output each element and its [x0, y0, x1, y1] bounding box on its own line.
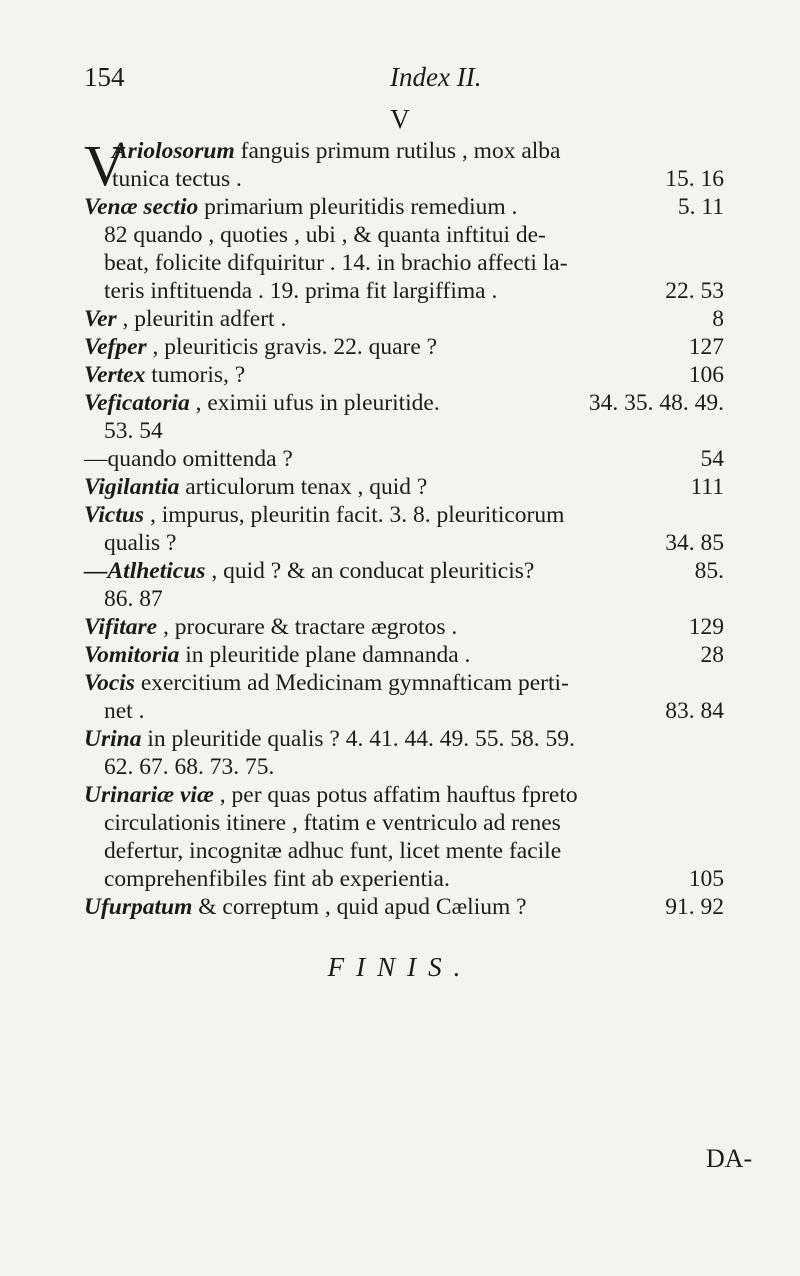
- entry-text: circulationis itinere , ftatim e ventriculo ad renes: [104, 810, 561, 836]
- entry-text: teris inftituenda . 19. prima fit largiffima .: [104, 278, 498, 304]
- index-entry: [84, 893, 724, 921]
- entry-page-ref: 22. 53: [665, 278, 724, 304]
- entry-line: [84, 837, 724, 865]
- index-entry: [84, 557, 724, 613]
- entry-headword: Vifitare: [84, 614, 163, 640]
- index-entry: [84, 333, 724, 361]
- entry-line: [84, 193, 724, 221]
- entry-headword: Vertex: [84, 362, 152, 388]
- index-entry: [84, 641, 724, 669]
- entry-page-ref: 85.: [694, 558, 724, 584]
- entry-line: [84, 781, 724, 809]
- entry-line: [84, 417, 724, 445]
- entry-page-ref: 8: [712, 306, 724, 332]
- index-entry: [84, 193, 724, 305]
- entry-text: 82 quando , quoties , ubi , & quanta inftitui de-: [104, 222, 546, 248]
- index-entry: [84, 613, 724, 641]
- entry-page-ref: 111: [690, 474, 724, 500]
- entry-line: [84, 137, 724, 165]
- entry-text: , impurus, pleuritin facit. 3. 8. pleuriticorum: [149, 502, 565, 528]
- entry-page-ref: 91. 92: [665, 894, 724, 920]
- section-letter: V: [390, 104, 410, 134]
- index-entry: [84, 725, 724, 781]
- entry-headword: Ufurpatum: [84, 894, 199, 920]
- entry-text: 62. 67. 68. 73. 75.: [104, 754, 275, 780]
- entry-text: qualis ?: [104, 530, 177, 556]
- entry-headword: Vomitoria: [84, 642, 186, 668]
- entry-page-ref: 129: [688, 614, 724, 640]
- entry-headword: Vefper: [84, 334, 153, 360]
- entry-text: , eximii ufus in pleuritide.: [195, 390, 440, 416]
- index-entry: [84, 305, 724, 333]
- entry-page-ref: 34. 85: [665, 530, 724, 556]
- page-number: 154: [84, 62, 125, 92]
- entry-text: 53. 54: [104, 418, 163, 444]
- entry-text: & correptum , quid apud Cælium ?: [198, 894, 527, 920]
- entry-line: [84, 557, 724, 585]
- index-entry: [84, 669, 724, 725]
- entry-headword: Victus: [84, 502, 150, 528]
- entry-text: exercitium ad Medicinam gymnafticam perti-: [140, 670, 569, 696]
- entry-text: in pleuritide plane damnanda .: [185, 642, 471, 668]
- entry-line: [84, 613, 724, 641]
- entry-headword: Ver: [84, 306, 123, 332]
- drop-capital: V: [84, 133, 126, 198]
- index-entries: [84, 133, 724, 921]
- entry-headword: Urina: [84, 726, 148, 752]
- entry-page-ref: 15. 16: [665, 166, 724, 192]
- entry-text: primarium pleuritidis remedium .: [204, 194, 518, 220]
- entry-text: —quando omittenda ?: [84, 446, 293, 472]
- index-entry: [84, 389, 724, 445]
- entry-line: [84, 445, 724, 473]
- entry-page-ref: 34. 35. 48. 49.: [588, 390, 724, 416]
- entry-text: 86. 87: [104, 586, 163, 612]
- entry-text: in pleuritide qualis ? 4. 41. 44. 49. 55. 58. 59.: [147, 726, 575, 752]
- entry-line: [84, 165, 724, 193]
- entry-line: [84, 669, 724, 697]
- finis-text: FINIS.: [327, 952, 473, 982]
- entry-line: [84, 585, 724, 613]
- entry-line: [84, 277, 724, 305]
- entry-text: defertur, incognitæ adhuc funt, licet mente facile: [104, 838, 562, 864]
- entry-headword: Vigilantia: [84, 474, 186, 500]
- header-title: Index II.: [390, 62, 482, 92]
- entry-headword: Urinariæ viæ: [84, 782, 220, 808]
- index-entry: [84, 781, 724, 893]
- index-entry: [84, 473, 724, 501]
- index-entry: [84, 133, 724, 198]
- entry-line: [84, 249, 724, 277]
- entry-line: [84, 865, 724, 893]
- entry-text: , per quas potus affatim hauftus fpreto: [219, 782, 578, 808]
- entry-text: , quid ? & an conducat pleuriticis?: [211, 558, 535, 584]
- entry-page-ref: 28: [700, 642, 724, 668]
- entry-text: articulorum tenax , quid ?: [185, 474, 428, 500]
- entry-text: comprehenfibiles fint ab experientia.: [104, 866, 450, 892]
- entry-page-ref: 127: [688, 334, 724, 360]
- entry-text: tumoris, ?: [151, 362, 246, 388]
- entry-line: [84, 753, 724, 781]
- index-entry: [84, 445, 724, 473]
- entry-line: [84, 473, 724, 501]
- entry-text: beat, folicite difquiritur . 14. in brachio affecti la-: [104, 250, 568, 276]
- entry-text: , pleuritin adfert .: [122, 306, 287, 332]
- index-entry: [84, 501, 724, 557]
- entry-line: [84, 501, 724, 529]
- entry-line: [84, 221, 724, 249]
- running-header: [84, 62, 714, 102]
- catchword: DA-: [706, 1144, 753, 1173]
- entry-line: [84, 725, 724, 753]
- entry-text: net .: [104, 698, 145, 724]
- entry-headword: Vocis: [84, 670, 141, 696]
- entry-line: [84, 809, 724, 837]
- entry-text: fanguis primum rutilus , mox alba: [240, 138, 561, 164]
- entry-page-ref: 105: [688, 866, 724, 892]
- entry-line: [84, 361, 724, 389]
- entry-line: [84, 305, 724, 333]
- entry-line: [84, 697, 724, 725]
- entry-page-ref: 5. 11: [677, 194, 724, 220]
- entry-headword: —Atlheticus: [84, 558, 212, 584]
- entry-page-ref: 83. 84: [665, 698, 724, 724]
- entry-headword: Veficatoria: [84, 390, 196, 416]
- entry-page-ref: 54: [700, 446, 724, 472]
- entry-line: [84, 641, 724, 669]
- entry-text: , procurare & tractare ægrotos .: [163, 614, 458, 640]
- entry-line: [84, 893, 724, 921]
- index-entry: [84, 361, 724, 389]
- entry-line: [84, 529, 724, 557]
- entry-line: [84, 389, 724, 417]
- entry-headword: Ariolosorum: [112, 138, 241, 164]
- entry-line: [84, 333, 724, 361]
- entry-text: , pleuriticis gravis. 22. quare ?: [152, 334, 438, 360]
- entry-headword: Venæ sectio: [84, 194, 205, 220]
- entry-page-ref: 106: [688, 362, 724, 388]
- entry-text: tunica tectus .: [112, 166, 242, 192]
